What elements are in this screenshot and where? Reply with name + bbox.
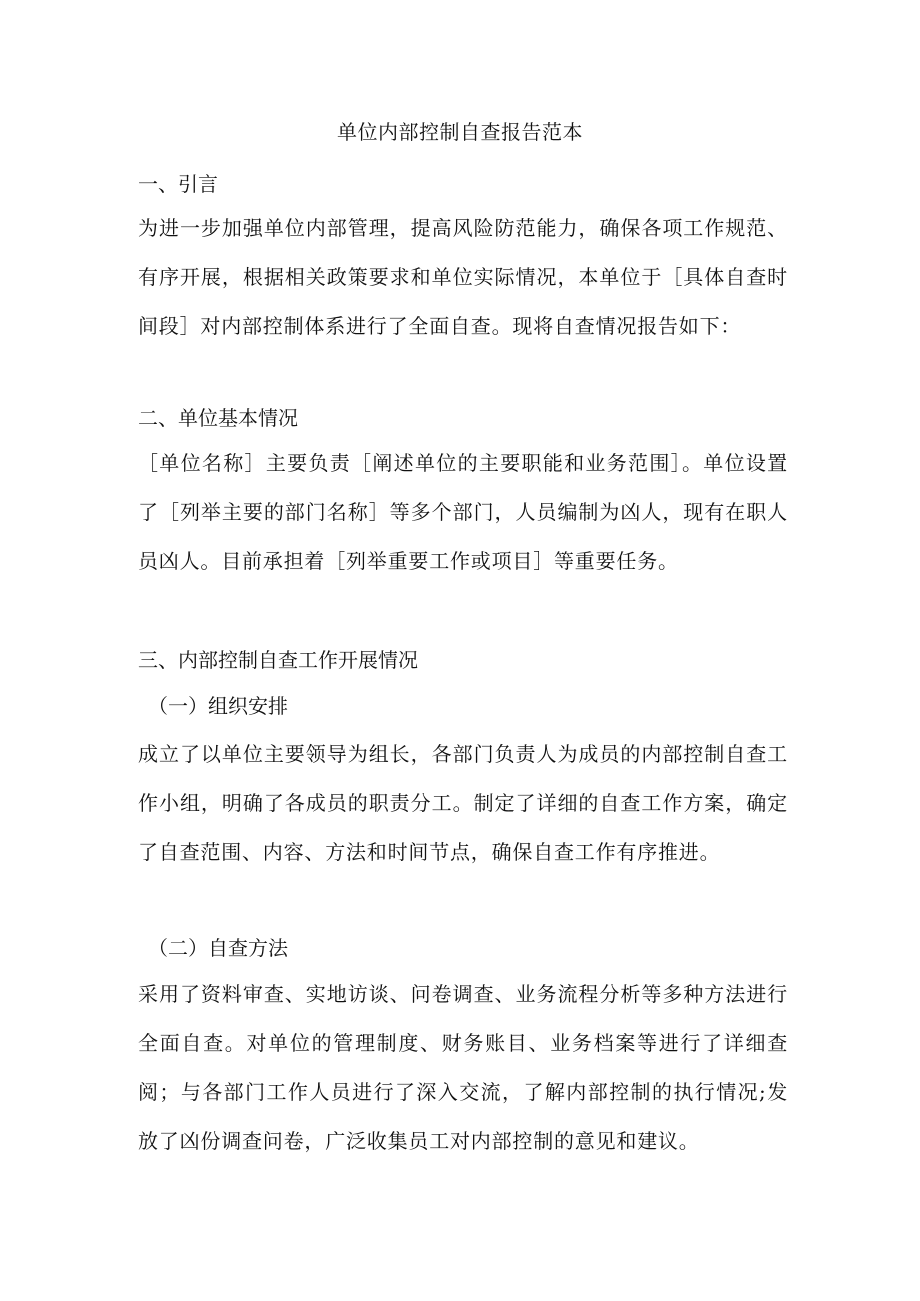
paragraph-method: 采用了资料审查、实地访谈、问卷调查、业务流程分析等多种方法进行全面自查。对单位的管理制度、财务账目、业务档案等进行了详细查阅；与各部门工作人员进行了深入交流，了解内部控制的执行情况;发放了凶份调查问卷，广泛收集员工对内部控制的意见和建议。 xyxy=(138,982,788,1153)
section-heading-intro: 一、引言 xyxy=(138,172,218,196)
subsection-heading-method: （二）自查方法 xyxy=(148,936,288,960)
paragraph-organization: 成立了以单位主要领导为组长，各部门负责人为成员的内部控制自查工作小组，明确了各成员的职责分工。制定了详细的自查工作方案，确定了自查范围、内容、方法和时间节点，确保自查工作有序推进。 xyxy=(138,742,788,864)
document-title: 单位内部控制自查报告范本 xyxy=(337,120,583,144)
section-heading-basic-info: 二、单位基本情况 xyxy=(138,406,298,430)
section-heading-self-check: 三、内部控制自查工作开展情况 xyxy=(138,648,418,672)
paragraph-basic-info: ［单位名称］主要负责［阐述单位的主要职能和业务范围］。单位设置了［列举主要的部门名称］等多个部门，人员编制为凶人，现有在职人员凶人。目前承担着［列举重要工作或项目］等重要任务。 xyxy=(138,451,788,573)
subsection-heading-organization: （一）组织安排 xyxy=(148,694,288,718)
paragraph-intro: 为进一步加强单位内部管理，提高风险防范能力，确保各项工作规范、有序开展，根据相关政策要求和单位实际情况，本单位于［具体自查时间段］对内部控制体系进行了全面自查。现将自查情况报告如下： xyxy=(138,216,788,338)
